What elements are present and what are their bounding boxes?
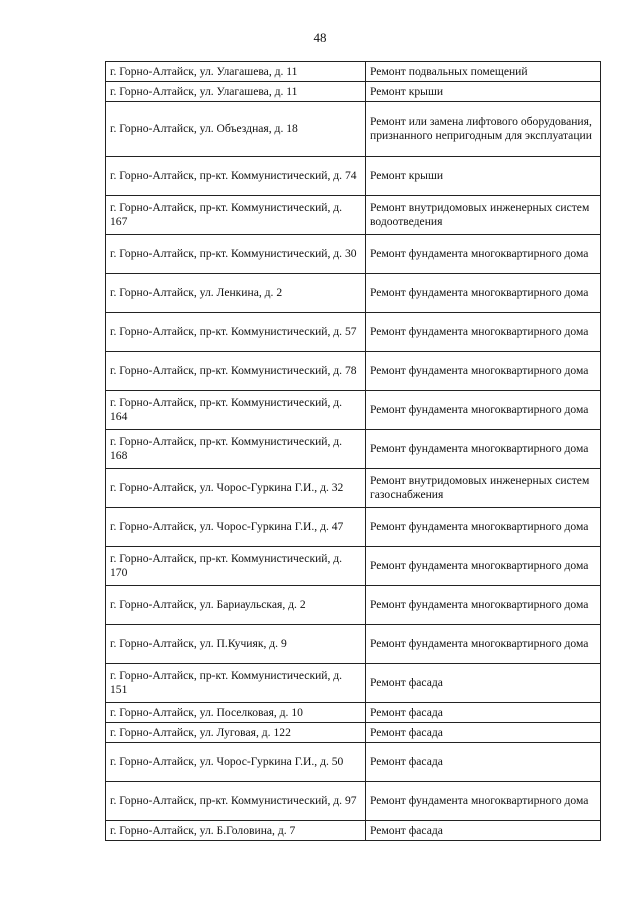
work-type-cell: Ремонт внутридомовых инженерных систем газоснабжения <box>366 469 601 508</box>
repair-works-table <box>105 61 601 841</box>
table-row <box>106 508 601 547</box>
table-row <box>106 782 601 821</box>
table-row <box>106 743 601 782</box>
work-type-cell: Ремонт фундамента многоквартирного дома <box>366 391 601 430</box>
table-row <box>106 235 601 274</box>
address-cell: г. Горно-Алтайск, ул. Чорос-Гуркина Г.И., д. 50 <box>106 743 366 782</box>
table-row <box>106 723 601 743</box>
work-type-cell: Ремонт подвальных помещений <box>366 62 601 82</box>
address-cell: г. Горно-Алтайск, ул. Ленкина, д. 2 <box>106 274 366 313</box>
work-type-cell: Ремонт фасада <box>366 703 601 723</box>
work-type-cell: Ремонт фасада <box>366 723 601 743</box>
address-cell: г. Горно-Алтайск, ул. Улагашева, д. 11 <box>106 62 366 82</box>
table-row <box>106 664 601 703</box>
table-row <box>106 82 601 102</box>
address-cell: г. Горно-Алтайск, пр-кт. Коммунистический, д. 97 <box>106 782 366 821</box>
table-row <box>106 352 601 391</box>
table-row <box>106 547 601 586</box>
table-row <box>106 313 601 352</box>
address-cell: г. Горно-Алтайск, ул. Б.Головина, д. 7 <box>106 821 366 841</box>
work-type-cell: Ремонт внутридомовых инженерных систем водоотведения <box>366 196 601 235</box>
address-cell: г. Горно-Алтайск, пр-кт. Коммунистический, д. 78 <box>106 352 366 391</box>
work-type-cell: Ремонт фундамента многоквартирного дома <box>366 625 601 664</box>
address-cell: г. Горно-Алтайск, ул. Луговая, д. 122 <box>106 723 366 743</box>
work-type-cell: Ремонт фундамента многоквартирного дома <box>366 235 601 274</box>
address-cell: г. Горно-Алтайск, пр-кт. Коммунистический, д. 151 <box>106 664 366 703</box>
table-row <box>106 62 601 82</box>
table-row <box>106 102 601 157</box>
address-cell: г. Горно-Алтайск, пр-кт. Коммунистический, д. 164 <box>106 391 366 430</box>
address-cell: г. Горно-Алтайск, ул. Бариаульская, д. 2 <box>106 586 366 625</box>
table-row <box>106 469 601 508</box>
table-row <box>106 430 601 469</box>
work-type-cell: Ремонт фундамента многоквартирного дома <box>366 274 601 313</box>
address-cell: г. Горно-Алтайск, ул. Чорос-Гуркина Г.И., д. 32 <box>106 469 366 508</box>
address-cell: г. Горно-Алтайск, ул. Улагашева, д. 11 <box>106 82 366 102</box>
work-type-cell: Ремонт фасада <box>366 821 601 841</box>
work-type-cell: Ремонт или замена лифтового оборудования, признанного непригодным для эксплуатации <box>366 102 601 157</box>
address-cell: г. Горно-Алтайск, пр-кт. Коммунистический, д. 74 <box>106 157 366 196</box>
work-type-cell: Ремонт фундамента многоквартирного дома <box>366 547 601 586</box>
work-type-cell: Ремонт фасада <box>366 743 601 782</box>
table-row <box>106 391 601 430</box>
work-type-cell: Ремонт крыши <box>366 157 601 196</box>
table-row <box>106 625 601 664</box>
work-type-cell: Ремонт фундамента многоквартирного дома <box>366 586 601 625</box>
address-cell: г. Горно-Алтайск, пр-кт. Коммунистический, д. 167 <box>106 196 366 235</box>
table-row <box>106 586 601 625</box>
table-row <box>106 821 601 841</box>
page-number: 48 <box>313 30 327 45</box>
address-cell: г. Горно-Алтайск, пр-кт. Коммунистический, д. 170 <box>106 547 366 586</box>
work-type-cell: Ремонт фасада <box>366 664 601 703</box>
work-type-cell: Ремонт фундамента многоквартирного дома <box>366 430 601 469</box>
work-type-cell: Ремонт фундамента многоквартирного дома <box>366 508 601 547</box>
table-body <box>106 62 601 841</box>
address-cell: г. Горно-Алтайск, ул. Поселковая, д. 10 <box>106 703 366 723</box>
work-type-cell: Ремонт фундамента многоквартирного дома <box>366 782 601 821</box>
address-cell: г. Горно-Алтайск, пр-кт. Коммунистический, д. 30 <box>106 235 366 274</box>
address-cell: г. Горно-Алтайск, пр-кт. Коммунистический, д. 168 <box>106 430 366 469</box>
address-cell: г. Горно-Алтайск, ул. П.Кучияк, д. 9 <box>106 625 366 664</box>
address-cell: г. Горно-Алтайск, ул. Объездная, д. 18 <box>106 102 366 157</box>
work-type-cell: Ремонт фундамента многоквартирного дома <box>366 352 601 391</box>
table-row <box>106 196 601 235</box>
work-type-cell: Ремонт фундамента многоквартирного дома <box>366 313 601 352</box>
table-row <box>106 157 601 196</box>
work-type-cell: Ремонт крыши <box>366 82 601 102</box>
address-cell: г. Горно-Алтайск, ул. Чорос-Гуркина Г.И., д. 47 <box>106 508 366 547</box>
address-cell: г. Горно-Алтайск, пр-кт. Коммунистический, д. 57 <box>106 313 366 352</box>
table-row <box>106 274 601 313</box>
table-row <box>106 703 601 723</box>
